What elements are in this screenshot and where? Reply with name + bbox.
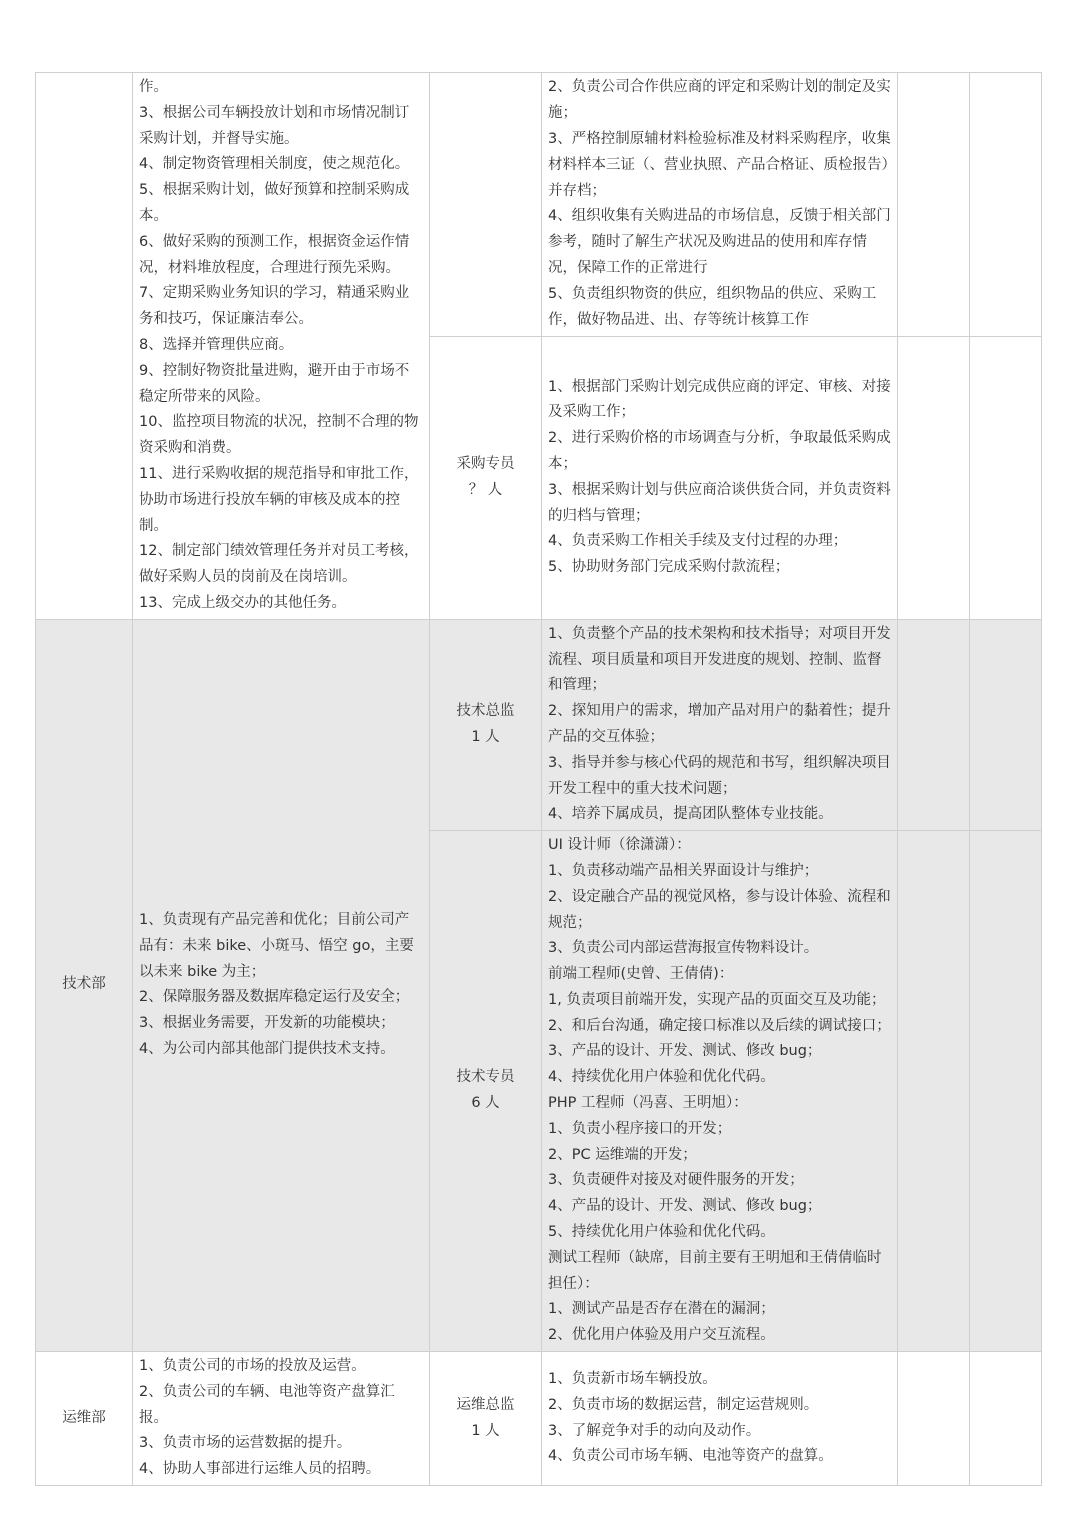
list-item: 1、负责整个产品的技术架构和技术指导；对项目开发流程、项目质量和项目开发进度的规划、控制、监督和管理； — [548, 625, 891, 694]
tech-specialist-duties — [542, 831, 898, 1352]
empty-cell — [970, 336, 1042, 619]
list-item: 2、PC 运维端的开发； — [548, 1146, 697, 1163]
list-item: 2、进行采购价格的市场调查与分析，争取最低采购成本； — [548, 430, 891, 472]
procurement-dept-responsibilities — [133, 73, 430, 620]
list-item: 3、根据公司车辆投放计划和市场情况制订采购计划，并督导实施。 — [139, 104, 410, 147]
list-item: 1、负责新市场车辆投放。 — [548, 1370, 717, 1387]
list-item: 3、严格控制原辅材料检验标准及材料采购程序，收集材料样本三证（、营业执照、产品合格证、质检报告）并存档； — [548, 131, 891, 199]
procurement-dept-cell — [36, 73, 133, 620]
list-item: 1、测试产品是否存在潜在的漏洞； — [548, 1301, 775, 1318]
list-item: 3、根据业务需要，开发新的功能模块； — [139, 1015, 395, 1032]
tech-dept-name: 技术部 — [36, 619, 133, 1351]
list-item: 1、负责现有产品完善和优化；目前公司产品有：未来 bike、小斑马、悟空 go，主要以未来 bike 为主； — [139, 912, 414, 980]
list-item: UI 设计师（徐潇潇）： — [548, 837, 691, 854]
empty-cell — [898, 73, 970, 337]
list-item: 3、了解竞争对手的动向及动作。 — [548, 1422, 761, 1439]
list-item: 4、产品的设计、开发、测试、修改 bug； — [548, 1198, 822, 1215]
tech-director-duties — [542, 619, 898, 830]
list-item: 3、负责公司内部运营海报宣传物料设计。 — [548, 940, 819, 957]
list-item: 1、根据部门采购计划完成供应商的评定、审核、对接及采购工作； — [548, 378, 891, 421]
list-item: 1、负责小程序接口的开发； — [548, 1120, 732, 1137]
empty-cell — [970, 619, 1042, 830]
list-item: 3、负责市场的运营数据的提升。 — [139, 1435, 352, 1452]
list-item: 1、负责公司的市场的投放及运营。 — [139, 1358, 366, 1375]
list-item: 2、负责公司的车辆、电池等资产盘算汇报。 — [139, 1383, 395, 1426]
list-item: 4、持续优化用户体验和优化代码。 — [548, 1069, 775, 1086]
tech-row-1 — [36, 619, 1042, 830]
empty-cell — [970, 1352, 1042, 1486]
procurement-row-1 — [36, 73, 1042, 337]
procurement-specialist-role-cell — [430, 336, 542, 619]
list-item: 作。 — [139, 79, 168, 95]
list-item: 13、完成上级交办的其他任务。 — [139, 594, 346, 611]
list-item: 4、为公司内部其他部门提供技术支持。 — [139, 1040, 395, 1057]
role-title: 采购专员 — [456, 455, 515, 472]
list-item: 前端工程师(史曾、王倩倩)： — [548, 966, 734, 983]
empty-cell — [898, 619, 970, 830]
list-item: 4、培养下属成员，提高团队整体专业技能。 — [548, 806, 833, 823]
list-item: 7、定期采购业务知识的学习，精通采购业务和技巧，保证廉洁奉公。 — [139, 285, 410, 328]
empty-cell — [898, 1352, 970, 1486]
list-item: 3、指导并参与核心代码的规范和书写，组织解决项目开发工程中的重大技术问题； — [548, 754, 891, 797]
list-item: 4、组织收集有关购进品的市场信息，反馈于相关部门参考，随时了解生产状况及购进品的使用和库存情况，保障工作的正常进行 — [548, 208, 891, 276]
tech-dept-responsibilities — [133, 619, 430, 1351]
list-item: 4、负责采购工作相关手续及支付过程的办理； — [548, 533, 848, 550]
list-item: 4、制定物资管理相关制度，使之规范化。 — [139, 156, 410, 173]
procurement-specialist-duties — [542, 336, 898, 619]
list-item: 11、进行采购收据的规范指导和审批工作，协助市场进行投放车辆的审核及成本的控制。 — [139, 465, 419, 534]
role-title: 技术总监 — [456, 703, 515, 720]
ops-dept-name: 运维部 — [36, 1352, 133, 1486]
role-title: 运维总监 — [456, 1396, 515, 1413]
empty-cell — [970, 831, 1042, 1352]
empty-cell — [898, 336, 970, 619]
procurement-manager-duties — [542, 73, 898, 337]
list-item: 9、控制好物资批量进购，避开由于市场不稳定所带来的风险。 — [139, 362, 410, 405]
list-item: 3、根据采购计划与供应商洽谈供货合同，并负责资料的归档与管理； — [548, 481, 891, 524]
empty-cell — [970, 73, 1042, 337]
procurement-manager-role-cell — [430, 73, 542, 337]
list-item: PHP 工程师（冯喜、王明旭）： — [548, 1095, 748, 1112]
department-responsibility-table — [35, 72, 1042, 1486]
ops-dept-responsibilities — [133, 1352, 430, 1486]
list-item: 10、监控项目物流的状况，控制不合理的物资采购和消费。 — [139, 414, 419, 457]
role-title: 技术专员 — [456, 1069, 515, 1086]
role-count: 1 人 — [471, 728, 500, 745]
list-item: 测试工程师（缺席，目前主要有王明旭和王倩倩临时担任）： — [548, 1249, 882, 1292]
list-item: 6、做好采购的预测工作，根据资金运作情况，材料堆放程度，合理进行预先采购。 — [139, 233, 410, 276]
list-item: 2、负责市场的数据运营，制定运营规则。 — [548, 1396, 819, 1413]
list-item: 2、负责公司合作供应商的评定和采购计划的制定及实施； — [548, 79, 891, 122]
list-item: 5、持续优化用户体验和优化代码。 — [548, 1224, 775, 1241]
ops-director-role-cell — [430, 1352, 542, 1486]
list-item: 8、选择并管理供应商。 — [139, 336, 294, 353]
list-item: 2、和后台沟通，确定接口标准以及后续的调试接口； — [548, 1017, 891, 1034]
list-item: 2、优化用户体验及用户交互流程。 — [548, 1327, 775, 1344]
tech-specialist-role-cell — [430, 831, 542, 1352]
list-item: 4、协助人事部进行运维人员的招聘。 — [139, 1461, 381, 1478]
list-item: 4、负责公司市场车辆、电池等资产的盘算。 — [548, 1448, 833, 1465]
list-item: 3、负责硬件对接及对硬件服务的开发； — [548, 1172, 804, 1189]
role-count: ？ 人 — [468, 481, 503, 498]
ops-row-1 — [36, 1352, 1042, 1486]
list-item: 12、制定部门绩效管理任务并对员工考核，做好采购人员的岗前及在岗培训。 — [139, 543, 419, 586]
list-item: 2、探知用户的需求，增加产品对用户的黏着性；提升产品的交互体验； — [548, 703, 891, 745]
role-count: 6 人 — [471, 1095, 500, 1112]
list-item: 5、负责组织物资的供应，组织物品的供应、采购工作，做好物品进、出、存等统计核算工作 — [548, 285, 877, 328]
list-item: 5、根据采购计划，做好预算和控制采购成本。 — [139, 182, 410, 224]
list-item: 1、负责移动端产品相关界面设计与维护； — [548, 862, 819, 879]
role-count: 1 人 — [471, 1422, 500, 1439]
empty-cell — [898, 831, 970, 1352]
ops-director-duties — [542, 1352, 898, 1486]
list-item: 5、协助财务部门完成采购付款流程； — [548, 559, 790, 576]
list-item: 1, 负责项目前端开发，实现产品的页面交互及功能； — [548, 991, 886, 1008]
list-item: 2、保障服务器及数据库稳定运行及安全； — [139, 989, 410, 1006]
list-item: 3、产品的设计、开发、测试、修改 bug； — [548, 1043, 822, 1060]
tech-director-role-cell — [430, 619, 542, 830]
list-item: 2、设定融合产品的视觉风格，参与设计体验、流程和规范； — [548, 888, 891, 931]
